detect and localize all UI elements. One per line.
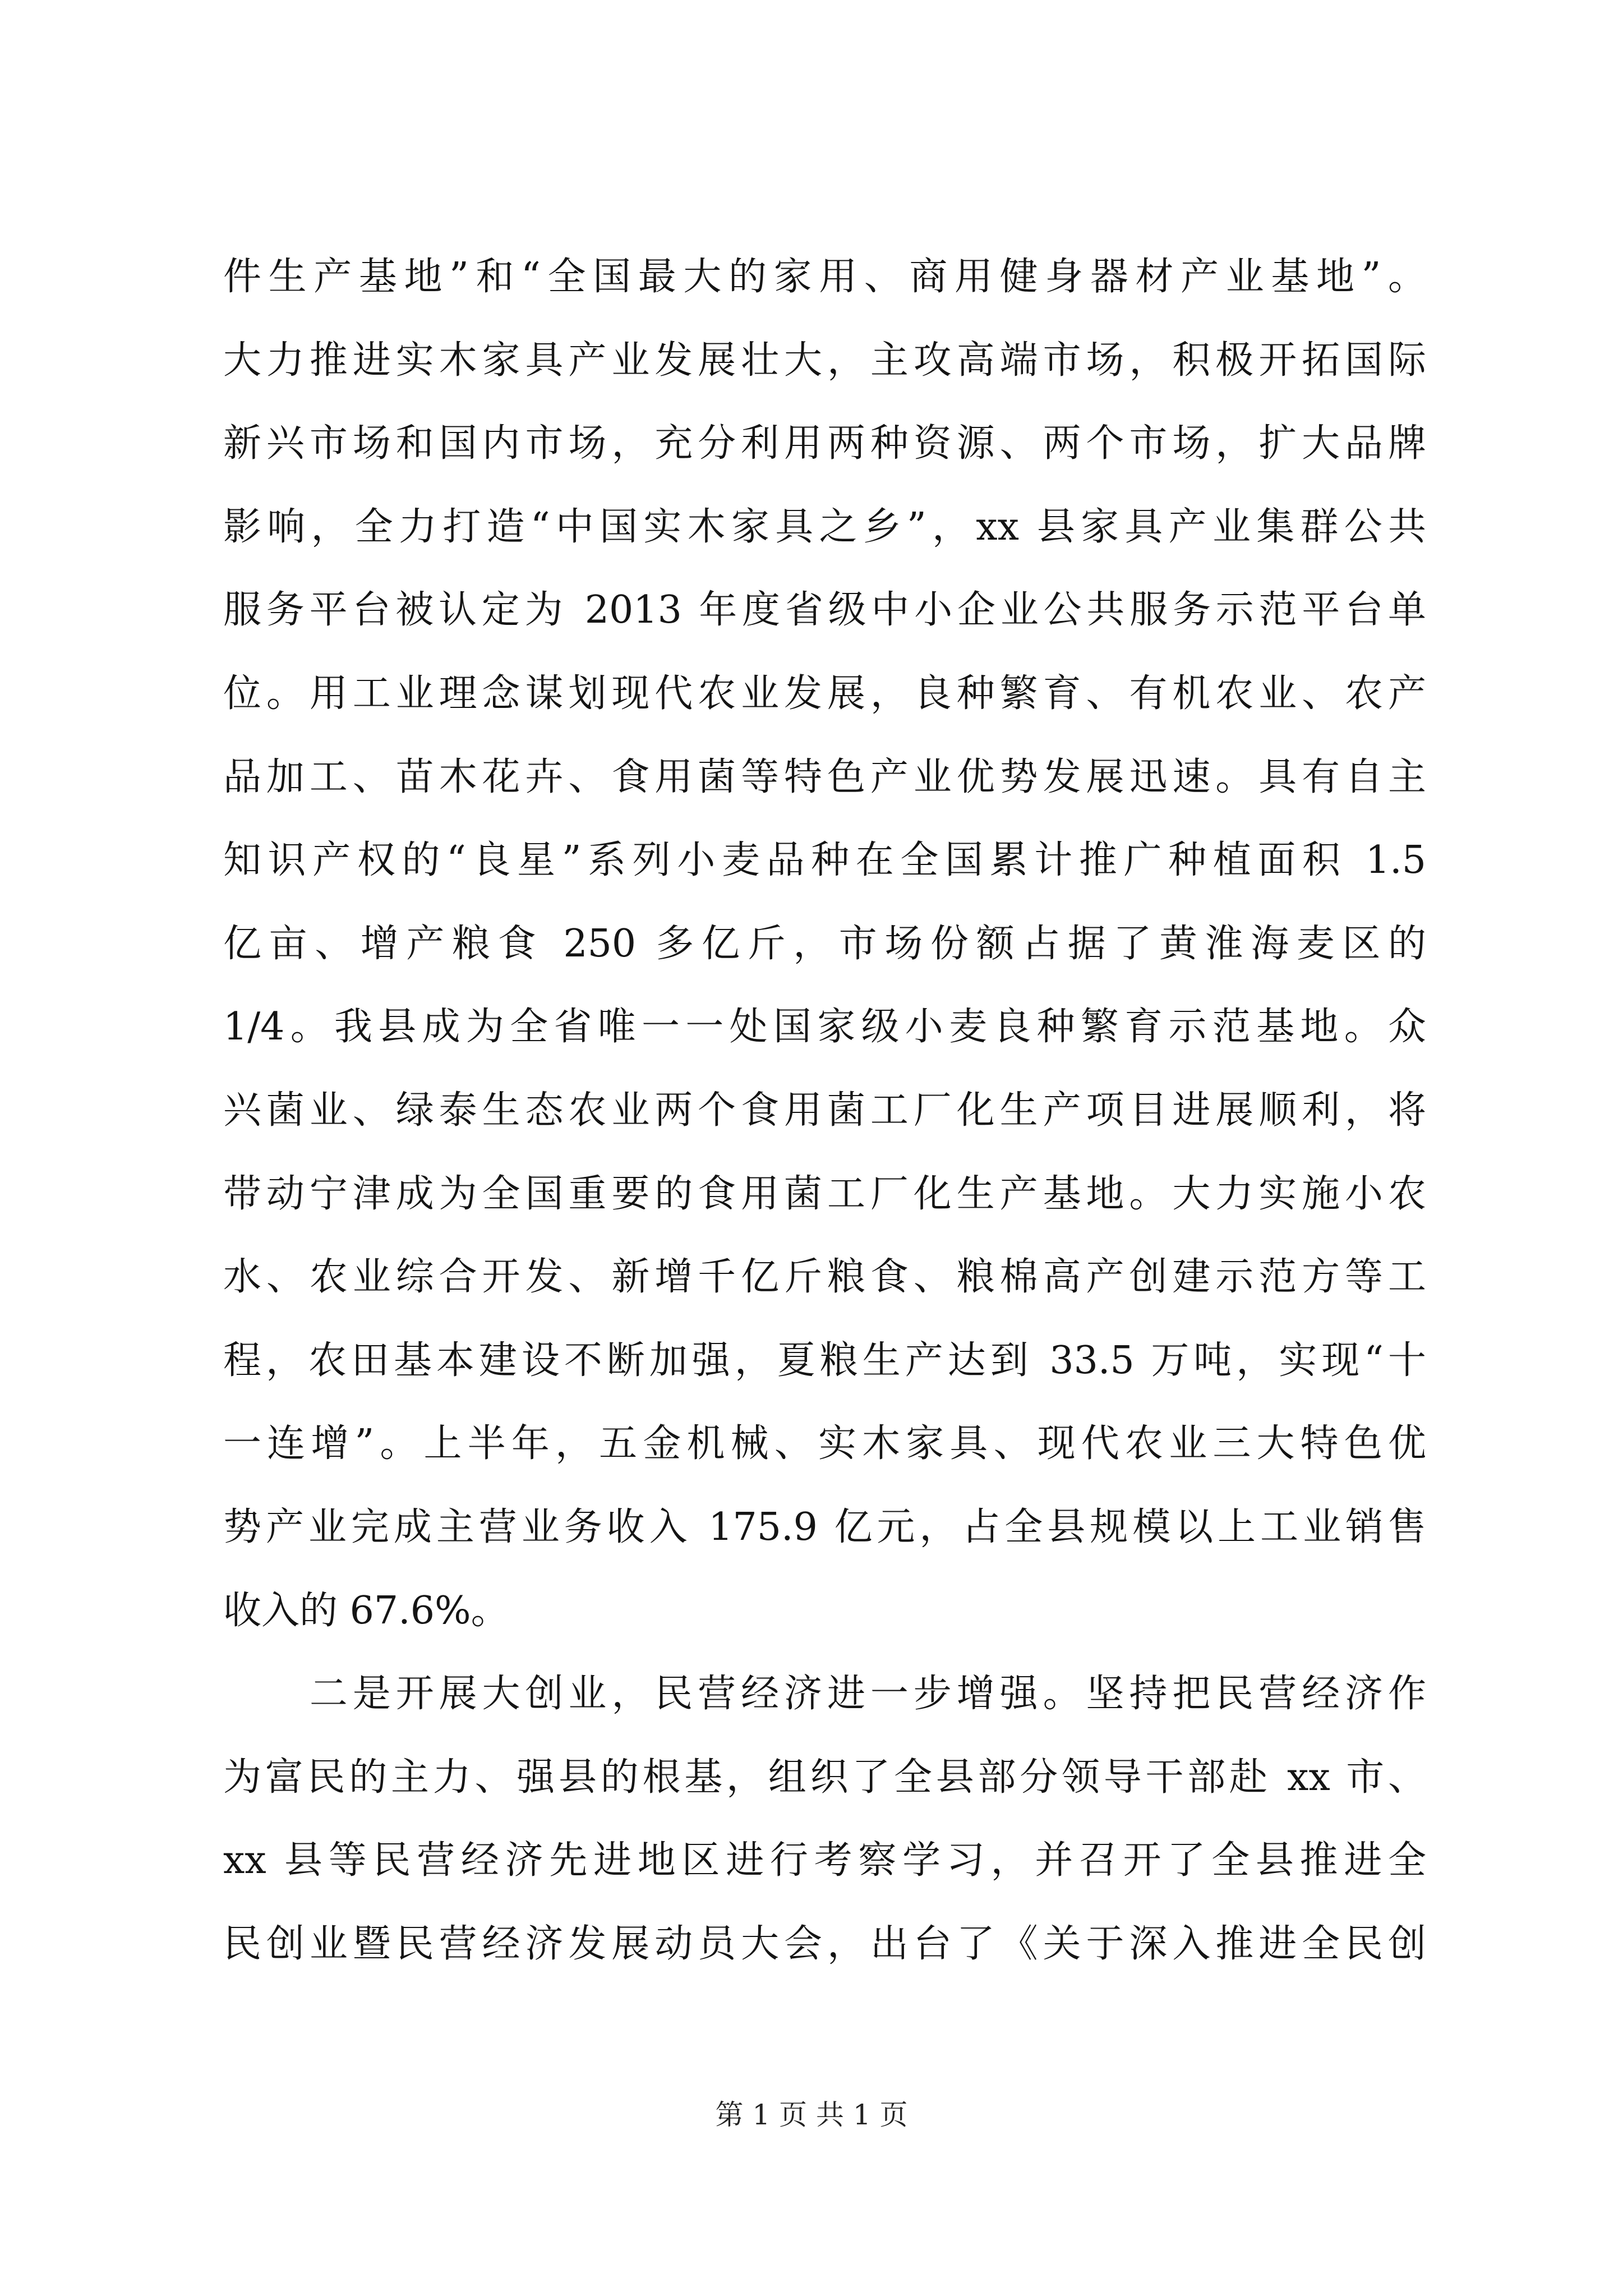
text-line: 亿亩、增产粮食 250 多亿斤，市场份额占据了黄淮海麦区的	[223, 921, 1426, 966]
text-line: 一连增”。上半年，五金机械、实木家具、现代农业三大特色优	[223, 1421, 1426, 1466]
text-line: 程，农田基本建设不断加强，夏粮生产达到 33.5 万吨，实现“十	[223, 1338, 1426, 1383]
text-line: 位。用工业理念谋划现代农业发展，良种繁育、有机农业、农产	[223, 671, 1426, 716]
text-line: 大力推进实木家具产业发展壮大，主攻高端市场，积极开拓国际	[223, 338, 1426, 383]
text-line: 带动宁津成为全国重要的食用菌工厂化生产基地。大力实施小农	[223, 1171, 1426, 1216]
text-line: 服务平台被认定为 2013 年度省级中小企业公共服务示范平台单	[223, 588, 1426, 633]
text-line: 势产业完成主营业务收入 175.9 亿元，占全县规模以上工业销售	[223, 1504, 1426, 1549]
text-line: 影响，全力打造“中国实木家具之乡”，xx 县家具产业集群公共	[223, 504, 1426, 549]
text-line: 新兴市场和国内市场，充分利用两种资源、两个市场，扩大品牌	[223, 421, 1426, 466]
text-line: 收入的 67.6%。	[223, 1588, 509, 1633]
text-line: 兴菌业、绿泰生态农业两个食用菌工厂化生产项目进展顺利，将	[223, 1088, 1426, 1133]
text-line: 知识产权的“良星”系列小麦品种在全国累计推广种植面积 1.5	[223, 838, 1426, 883]
text-line: 为富民的主力、强县的根基，组织了全县部分领导干部赴 xx 市、	[223, 1755, 1426, 1800]
text-line: 二是开展大创业，民营经济进一步增强。坚持把民营经济作	[223, 1672, 1426, 1717]
text-line: xx 县等民营经济先进地区进行考察学习，并召开了全县推进全	[223, 1838, 1426, 1883]
page-footer: 第 1 页 共 1 页	[715, 2099, 908, 2131]
text-line: 水、农业综合开发、新增千亿斤粮食、粮棉高产创建示范方等工	[223, 1255, 1426, 1300]
text-line: 民创业暨民营经济发展动员大会，出台了《关于深入推进全民创	[223, 1921, 1426, 1966]
text-line: 件生产基地”和“全国最大的家用、商用健身器材产业基地”。	[223, 255, 1426, 299]
text-line: 1/4。我县成为全省唯一一处国家级小麦良种繁育示范基地。众	[223, 1005, 1426, 1050]
text-line: 品加工、苗木花卉、食用菌等特色产业优势发展迅速。具有自主	[223, 754, 1426, 799]
body-text	[223, 236, 1426, 1986]
